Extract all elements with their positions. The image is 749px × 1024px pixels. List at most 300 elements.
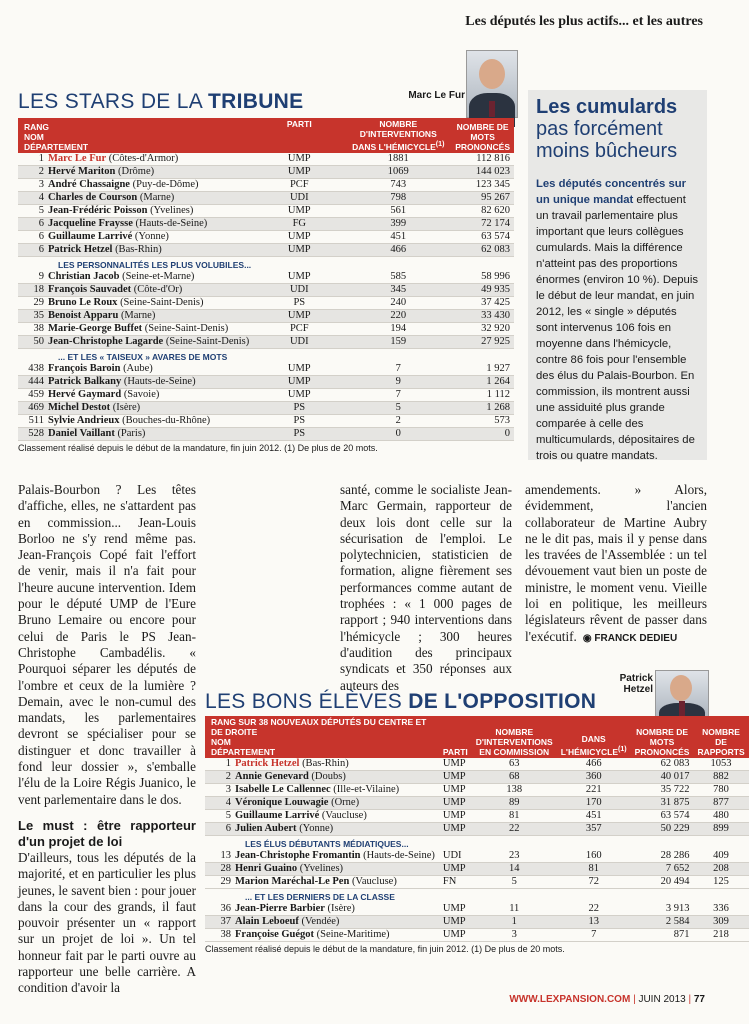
words-value: 144 023	[451, 165, 514, 178]
party-value: PCF	[253, 178, 345, 191]
section-rubric: Les députés les plus actifs... et les autres	[465, 14, 703, 29]
words-value: 28 286	[631, 850, 694, 863]
department-value: (Bouches-du-Rhône)	[122, 414, 211, 426]
deputy-cell	[18, 153, 253, 166]
reports-value: 409	[693, 850, 748, 863]
deputy-name: Julien Aubert	[235, 823, 297, 834]
department-value: (Seine-et-Marne)	[122, 270, 195, 282]
article-column-2: santé, comme le socialiste Jean-Marc Germain, rapporteur de deux lois dont celle sur la sécurisation de l'emploi. Le polytechnicien, statisticien de formation, aligne fièrement ses performances comme autant de trophées : « 1 000 pages de rapport ; 940 interventions dans l'hémicycle ; 300 heures d'audition des principaux syndicats et 350 réponses aux auteurs des	[340, 482, 512, 693]
commission-value: 68	[472, 771, 557, 784]
department-value: (Yonne)	[299, 823, 334, 834]
col-department-label: DÉPARTEMENT	[24, 141, 89, 152]
deputy-name: Bruno Le Roux	[48, 296, 118, 308]
party-value: UMP	[253, 204, 345, 217]
sidebar-title-bold: Les cumulards	[536, 96, 678, 118]
rank-value: 29	[220, 876, 231, 887]
party-value: UMP	[253, 153, 345, 166]
page-footer: WWW.LEXPANSION.COM | JUIN 2013 | 77	[509, 994, 705, 1005]
col-name-label: NOM	[24, 131, 44, 142]
department-value: (Vendée)	[301, 916, 340, 927]
col-rank-label: RANG	[24, 121, 50, 132]
hemicycle-value: 22	[557, 903, 631, 916]
deputy-cell	[18, 322, 253, 335]
deputy-cell	[18, 296, 253, 309]
hemicycle-value: 7	[557, 929, 631, 942]
deputy-name: Hervé Mariton	[48, 165, 116, 177]
reports-value: 899	[693, 823, 748, 836]
interventions-value: 240	[345, 296, 451, 309]
table-row	[18, 322, 514, 335]
rank-value: 444	[28, 375, 44, 387]
article-subhead: Le must : être rapporteur d'un projet de loi	[18, 817, 196, 849]
col-interventions-label: NOMBRE D'INTERVENTIONS DANS L'HÉMICYCLE	[352, 119, 437, 152]
words-value: 20 494	[631, 876, 694, 889]
deputy-cell	[18, 363, 253, 376]
article-column-1	[18, 482, 196, 997]
table-row	[18, 165, 514, 178]
opp-col-name-label: NOM	[211, 737, 231, 747]
rank-value: 469	[28, 401, 44, 413]
interventions-value: 7	[345, 388, 451, 401]
footer-url: WWW.LEXPANSION.COM	[509, 994, 631, 1005]
opp-col-department-label: DÉPARTEMENT	[211, 747, 276, 757]
interventions-value: 220	[345, 309, 451, 322]
department-value: (Orne)	[331, 797, 360, 808]
col-party-label: PARTI	[286, 119, 312, 129]
words-value: 95 267	[451, 191, 514, 204]
opp-col-reports-label: NOMBRE DE RAPPORTS	[697, 727, 745, 757]
words-value: 40 017	[631, 771, 694, 784]
interventions-value: 1069	[345, 165, 451, 178]
table-row	[205, 784, 749, 797]
party-value: FN	[439, 876, 472, 889]
table-row	[18, 230, 514, 243]
party-value: PS	[253, 414, 345, 427]
deputy-cell	[205, 771, 439, 784]
table-row	[18, 153, 514, 166]
rank-value: 2	[225, 771, 231, 782]
commission-value: 23	[472, 850, 557, 863]
party-value: UMP	[253, 375, 345, 388]
party-value: UMP	[253, 309, 345, 322]
table-row	[205, 758, 749, 771]
department-value: (Isère)	[112, 401, 141, 413]
reports-value: 1053	[693, 758, 748, 771]
deputy-name: Jean-Pierre Barbier	[235, 903, 325, 914]
reports-value: 309	[693, 916, 748, 929]
deputy-name: Patrick Hetzel	[48, 243, 113, 255]
opp-col-hemicycle-footnote: (1)	[618, 745, 627, 754]
commission-value: 3	[472, 929, 557, 942]
stars-table	[18, 118, 514, 453]
deputy-name: Jean-Frédéric Poisson	[48, 204, 148, 216]
party-value: UMP	[253, 243, 345, 256]
party-value: UMP	[439, 810, 472, 823]
hemicycle-value: 170	[557, 797, 631, 810]
portrait-photo-marc-le-fur	[466, 50, 518, 118]
commission-value: 81	[472, 810, 557, 823]
deputy-name: Jean-Christophe Fromantin	[235, 850, 361, 861]
reports-value: 218	[693, 929, 748, 942]
words-value: 58 996	[451, 271, 514, 284]
department-value: (Doubs)	[311, 771, 346, 782]
sidebar-lead: Les députés concentrés sur un unique mandat	[536, 178, 687, 206]
rank-value: 1	[38, 152, 44, 164]
party-value: PS	[253, 296, 345, 309]
deputy-name: Françoise Guégot	[235, 929, 315, 940]
interventions-value: 451	[345, 230, 451, 243]
deputy-cell	[18, 375, 253, 388]
sidebar-text: effectuent un travail parlementaire plus important que leurs collègues cumulards. Mais la différence n'atteint pas des proportions énormes (environ 10 %). Depuis le début de leur mandat, en juin 2012, les « single » députés sont intervenus 106 fois en moyenne dans l'hémicycle, contre 86 fois pour l'ensemble des élus du Palais-Bourbon. En commission, ils montrent aussi une assiduité plus grande comparée à celle des multicumulards, dépositaires de trois ou quatre mandats.	[536, 194, 698, 462]
interventions-value: 466	[345, 243, 451, 256]
table-row	[205, 929, 749, 942]
deputy-cell	[205, 823, 439, 836]
words-value: 112 816	[451, 153, 514, 166]
rank-value: 3	[38, 178, 44, 190]
rank-value: 35	[33, 309, 44, 321]
words-value: 1 112	[451, 388, 514, 401]
deputy-name: Charles de Courson	[48, 191, 138, 203]
department-value: (Côtes-d'Armor)	[108, 152, 179, 164]
party-value: UMP	[439, 758, 472, 771]
rank-value: 4	[38, 191, 44, 203]
department-value: (Hauts-de-Seine)	[363, 850, 435, 861]
commission-value: 63	[472, 758, 557, 771]
words-value: 37 425	[451, 296, 514, 309]
words-value: 32 920	[451, 322, 514, 335]
table-row	[205, 771, 749, 784]
commission-value: 22	[472, 823, 557, 836]
table-row	[205, 903, 749, 916]
table-row	[205, 876, 749, 889]
deputy-cell	[205, 810, 439, 823]
words-value: 7 652	[631, 863, 694, 876]
deputy-cell	[205, 758, 439, 771]
hemicycle-value: 466	[557, 758, 631, 771]
party-value: UMP	[439, 929, 472, 942]
words-value: 1 927	[451, 363, 514, 376]
commission-value: 89	[472, 797, 557, 810]
party-value: UMP	[439, 903, 472, 916]
sidebar-title-line3: moins bûcheurs	[536, 140, 678, 162]
party-value: UMP	[253, 165, 345, 178]
deputy-name: Isabelle Le Callennec	[235, 784, 331, 795]
department-value: (Bas-Rhin)	[302, 758, 349, 769]
table-row	[18, 296, 514, 309]
party-value: PS	[253, 427, 345, 440]
deputy-cell	[205, 784, 439, 797]
deputy-name: François Sauvadet	[48, 283, 132, 295]
table-row	[205, 850, 749, 863]
interventions-value: 5	[345, 401, 451, 414]
rank-value: 1	[225, 758, 231, 769]
deputy-name: François Baroin	[48, 362, 121, 374]
department-value: (Paris)	[117, 427, 146, 439]
sidebar-box	[528, 90, 707, 460]
department-value: (Vaucluse)	[351, 876, 397, 887]
department-value: (Bas-Rhin)	[115, 243, 162, 255]
deputy-cell	[18, 178, 253, 191]
rank-value: 5	[38, 204, 44, 216]
table-row	[18, 204, 514, 217]
deputy-name: Jean-Christophe Lagarde	[48, 335, 164, 347]
author-name: FRANCK DEDIEU	[594, 632, 678, 644]
col-words-label: NOMBRE DE MOTS PRONONCÉS	[455, 121, 511, 152]
rank-value: 38	[220, 929, 231, 940]
department-value: (Yvelines)	[150, 204, 194, 216]
words-value: 35 722	[631, 784, 694, 797]
deputy-name: Hervé Gaymard	[48, 388, 122, 400]
words-value: 49 935	[451, 283, 514, 296]
deputy-name: Guillaume Larrivé	[235, 810, 320, 821]
article-col1-bottom: D'ailleurs, tous les députés de la majorité, et en particulier les plus jeunes, le savent bien : pour jouer dans la cour des grands, il faut pouvoir présenter un « rapport sur un projet de loi ». Un tel honneur fait par le parti ouvre au rapporteur une belle carrière. A condition d'avoir la	[18, 849, 196, 996]
sidebar-body	[536, 176, 699, 464]
deputy-cell	[205, 850, 439, 863]
deputy-cell	[18, 427, 253, 440]
department-value: (Hauts-de-Seine)	[123, 375, 196, 387]
opposition-footnote: Classement réalisé depuis le début de la mandature, fin juin 2012. (1) De plus de 20 mots.	[205, 944, 565, 954]
opp-col-rank-label: RANG SUR 38 NOUVEAUX DÉPUTÉS DU CENTRE ET DE DROITE	[211, 717, 427, 737]
stars-subhead-volubiles: LES PERSONNALITÉS LES PLUS VOLUBILES...	[58, 259, 252, 270]
sidebar-title-line2: pas forcément	[536, 118, 663, 140]
opp-col-words-label: NOMBRE DE MOTS PRONONCÉS	[634, 727, 690, 757]
opposition-table	[205, 716, 745, 954]
table-row	[205, 797, 749, 810]
party-value: UMP	[253, 230, 345, 243]
commission-value: 14	[472, 863, 557, 876]
stars-title	[18, 90, 303, 114]
hemicycle-value: 451	[557, 810, 631, 823]
interventions-value: 399	[345, 217, 451, 230]
hemicycle-value: 221	[557, 784, 631, 797]
deputy-cell	[18, 230, 253, 243]
department-value: (Seine-Saint-Denis)	[120, 296, 204, 308]
rank-value: 37	[220, 916, 231, 927]
deputy-cell	[205, 929, 439, 942]
interventions-value: 2	[345, 414, 451, 427]
table-row	[18, 283, 514, 296]
opposition-table-header	[205, 716, 749, 758]
words-value: 62 083	[451, 243, 514, 256]
photo-caption-marc-le-fur: Marc Le Fur	[408, 90, 465, 101]
rank-value: 5	[225, 810, 231, 821]
words-value: 3 913	[631, 903, 694, 916]
opp-col-commission-label: NOMBRE D'INTERVENTIONS EN COMMISSION	[475, 727, 553, 757]
deputy-name: Benoist Apparu	[48, 309, 119, 321]
rank-value: 6	[38, 230, 44, 242]
deputy-cell	[205, 863, 439, 876]
party-value: UMP	[439, 823, 472, 836]
opp-subhead-mediatiques: LES ÉLUS DÉBUTANTS MÉDIATIQUES...	[245, 839, 409, 849]
deputy-cell	[18, 309, 253, 322]
interventions-value: 798	[345, 191, 451, 204]
deputy-name: Alain Leboeuf	[235, 916, 299, 927]
deputy-name: Christian Jacob	[48, 270, 120, 282]
interventions-value: 9	[345, 375, 451, 388]
interventions-value: 0	[345, 427, 451, 440]
reports-value: 877	[693, 797, 748, 810]
author-signature: ◉ FRANCK DEDIEU	[580, 632, 678, 644]
words-value: 1 268	[451, 401, 514, 414]
reports-value: 336	[693, 903, 748, 916]
deputy-name: Guillaume Larrivé	[48, 230, 133, 242]
opposition-title	[205, 690, 596, 714]
interventions-value: 585	[345, 271, 451, 284]
party-value: UDI	[253, 335, 345, 348]
deputy-cell	[18, 388, 253, 401]
department-value: (Yonne)	[134, 230, 169, 242]
party-value: FG	[253, 217, 345, 230]
department-value: (Savoie)	[123, 388, 160, 400]
interventions-value: 743	[345, 178, 451, 191]
col-interventions-footnote: (1)	[435, 140, 445, 148]
party-value: UMP	[439, 771, 472, 784]
department-value: (Vaucluse)	[321, 810, 367, 821]
footer-page-number: 77	[693, 994, 705, 1005]
table-row	[18, 243, 514, 256]
table-row	[18, 375, 514, 388]
hemicycle-value: 360	[557, 771, 631, 784]
rank-value: 36	[220, 903, 231, 914]
table-row	[205, 863, 749, 876]
party-value: UMP	[253, 271, 345, 284]
commission-value: 138	[472, 784, 557, 797]
party-value: UMP	[253, 388, 345, 401]
interventions-value: 194	[345, 322, 451, 335]
rank-value: 438	[28, 362, 44, 374]
words-value: 0	[451, 427, 514, 440]
table-row	[18, 401, 514, 414]
department-value: (Drôme)	[117, 165, 155, 177]
table-row	[18, 363, 514, 376]
footer-date: JUIN 2013	[638, 994, 686, 1005]
interventions-value: 159	[345, 335, 451, 348]
rank-value: 511	[28, 414, 44, 426]
words-value: 31 875	[631, 797, 694, 810]
photo-caption-last: Hetzel	[623, 684, 653, 695]
rank-value: 38	[33, 322, 44, 334]
reports-value: 882	[693, 771, 748, 784]
words-value: 573	[451, 414, 514, 427]
commission-value: 11	[472, 903, 557, 916]
party-value: UMP	[253, 363, 345, 376]
table-row	[18, 178, 514, 191]
rank-value: 2	[38, 165, 44, 177]
words-value: 82 620	[451, 204, 514, 217]
stars-title-bold: TRIBUNE	[208, 90, 304, 113]
opp-col-hemicycle-label: DANS L'HÉMICYCLE	[560, 734, 619, 757]
table-row	[18, 217, 514, 230]
department-value: (Seine-Saint-Denis)	[144, 322, 229, 334]
hemicycle-value: 72	[557, 876, 631, 889]
words-value: 62 083	[631, 758, 694, 771]
table-row	[18, 427, 514, 440]
interventions-value: 561	[345, 204, 451, 217]
deputy-cell	[18, 335, 253, 348]
party-value: UMP	[439, 797, 472, 810]
deputy-name: Patrick Balkany	[48, 375, 122, 387]
photo-caption-patrick-hetzel	[608, 673, 653, 695]
department-value: (Isère)	[327, 903, 355, 914]
words-value: 33 430	[451, 309, 514, 322]
words-value: 1 264	[451, 375, 514, 388]
article-column-3	[525, 482, 707, 647]
department-value: (Marne)	[120, 309, 156, 321]
department-value: (Seine-Saint-Denis)	[165, 335, 250, 347]
party-value: UMP	[439, 784, 472, 797]
table-row	[18, 309, 514, 322]
department-value: (Marne)	[139, 191, 175, 203]
deputy-cell	[205, 876, 439, 889]
hemicycle-value: 13	[557, 916, 631, 929]
department-value: (Ille-et-Vilaine)	[333, 784, 400, 795]
party-value: UDI	[439, 850, 472, 863]
commission-value: 1	[472, 916, 557, 929]
opposition-title-light: LES BONS ÉLÈVES	[205, 690, 409, 713]
reports-value: 480	[693, 810, 748, 823]
interventions-value: 1881	[345, 153, 451, 166]
article-col1-top: Palais-Bourbon ? Les têtes d'affiche, elles, ne s'attardent pas en commission... Jean-Louis Borloo ne s'y rend même pas. Jean-François Copé fait l'effort de venir, mais il n'a fait pour l'heure aucune intervention. Idem pour le député UMP de l'Eure Bruno Lemaire ou encore pour celui de Paris le PS Jean-Christophe Cambadélis. « Pourquoi séparer les députés de l'ombre et ceux de la lumière ? Demain, avec le non-cumul des mandats, les parlementaires devront se spécialiser pour se distinguer et donc travailler à fond leur dossier », s'emballe l'élu de la Loire Régis Juanico, le vent parlementaire dans le dos.	[18, 482, 196, 807]
rank-value: 6	[38, 243, 44, 255]
hemicycle-value: 357	[557, 823, 631, 836]
words-value: 63 574	[631, 810, 694, 823]
words-value: 63 574	[451, 230, 514, 243]
opp-col-party-label: PARTI	[442, 747, 468, 757]
deputy-cell	[18, 165, 253, 178]
rank-value: 4	[225, 797, 231, 808]
deputy-cell	[18, 191, 253, 204]
interventions-value: 345	[345, 283, 451, 296]
rank-value: 18	[33, 283, 44, 295]
table-row	[18, 271, 514, 284]
opp-subhead-derniers: ... ET LES DERNIERS DE LA CLASSE	[245, 892, 395, 902]
deputy-cell	[205, 797, 439, 810]
words-value: 871	[631, 929, 694, 942]
deputy-cell	[18, 217, 253, 230]
deputy-name: Henri Guaino	[235, 863, 298, 874]
department-value: (Aube)	[123, 362, 153, 374]
hemicycle-value: 81	[557, 863, 631, 876]
rank-value: 3	[225, 784, 231, 795]
deputy-cell	[18, 283, 253, 296]
department-value: (Yvelines)	[299, 863, 344, 874]
party-value: UMP	[439, 916, 472, 929]
deputy-name: Michel Destot	[48, 401, 111, 413]
deputy-name: Marc Le Fur	[48, 152, 107, 164]
reports-value: 780	[693, 784, 748, 797]
deputy-name: Annie Genevard	[235, 771, 309, 782]
deputy-name: Patrick Hetzel	[235, 758, 300, 769]
deputy-name: André Chassaigne	[48, 178, 130, 190]
deputy-name: Jacqueline Fraysse	[48, 217, 133, 229]
table-row	[205, 823, 749, 836]
deputy-cell	[18, 243, 253, 256]
party-value: PCF	[253, 322, 345, 335]
rank-value: 6	[225, 823, 231, 834]
party-value: PS	[253, 401, 345, 414]
table-row	[18, 191, 514, 204]
table-row	[18, 414, 514, 427]
rank-value: 6	[38, 217, 44, 229]
rank-value: 13	[220, 850, 231, 861]
deputy-cell	[205, 903, 439, 916]
stars-footnote: Classement réalisé depuis le début de la mandature, fin juin 2012. (1) De plus de 20 mots.	[18, 442, 378, 453]
rank-value: 9	[38, 270, 44, 282]
rank-value: 28	[220, 863, 231, 874]
reports-value: 125	[693, 876, 748, 889]
words-value: 72 174	[451, 217, 514, 230]
opposition-title-bold: DE L'OPPOSITION	[408, 690, 597, 713]
